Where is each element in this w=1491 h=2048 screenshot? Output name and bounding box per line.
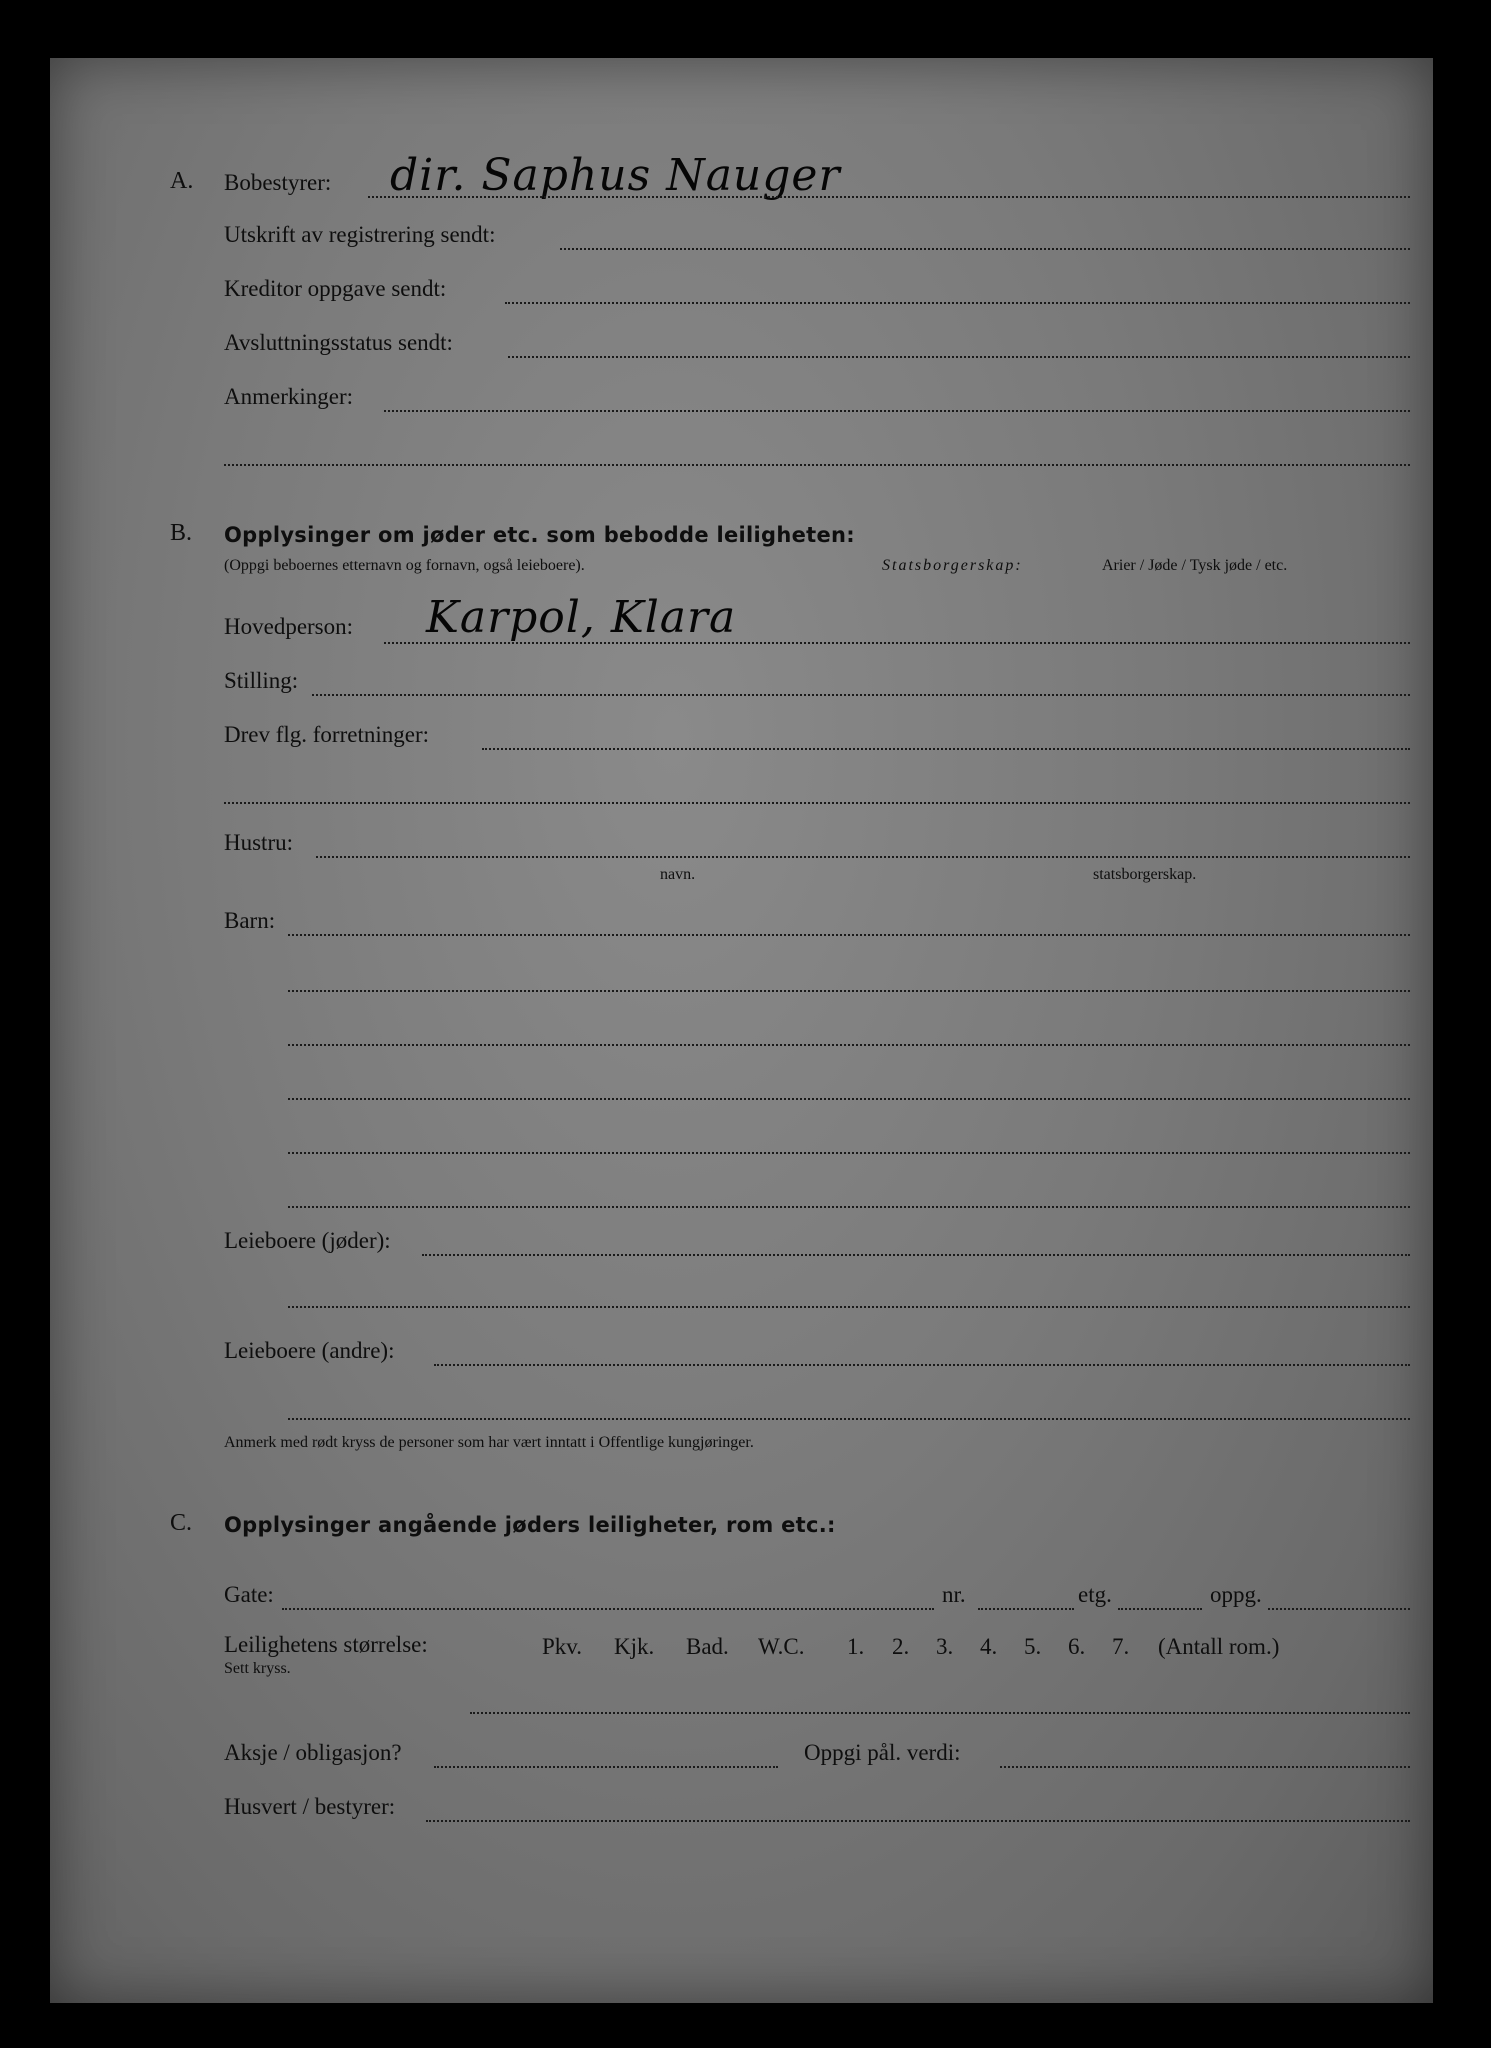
room-option-bad[interactable]: Bad. [686,1634,729,1659]
storrelse-line[interactable] [470,1712,1410,1714]
room-option-4[interactable]: 4. [980,1634,998,1659]
kreditor-line[interactable] [505,302,1410,304]
utskrift-line[interactable] [560,248,1410,250]
storrelse-label: Leilighetens størrelse: [224,1632,428,1657]
section-b-letter: B. [170,520,193,546]
room-option-6[interactable]: 6. [1068,1634,1086,1659]
statsborgerskap-caption: statsborgerskap. [1093,866,1197,883]
section-c-heading: Opplysinger angående jøders leiligheter, rom etc.: [224,1513,836,1537]
room-option-1[interactable]: 1. [847,1634,865,1659]
leieboere-joder-line[interactable] [422,1254,1410,1256]
nr-label: nr. [942,1582,966,1607]
bobestyrer-line [368,196,1410,198]
anmerkinger-line-2[interactable] [224,464,1410,466]
room-option-3[interactable]: 3. [936,1634,954,1659]
barn-label: Barn: [224,908,276,933]
section-a-letter: A. [170,168,194,194]
barn-line-4[interactable] [288,1098,1410,1100]
bobestyrer-label: Bobestyrer: [224,170,332,195]
anmerkinger-line[interactable] [384,410,1410,412]
statsborgerskap-options: Arier / Jøde / Tysk jøde / etc. [1102,557,1288,574]
oppgi-verdi-line[interactable] [1000,1766,1410,1768]
antall-rom: (Antall rom.) [1158,1634,1280,1659]
oppgi-verdi-label: Oppgi pål. verdi: [804,1740,961,1765]
gate-label: Gate: [224,1582,274,1607]
gate-line[interactable] [282,1608,934,1610]
nr-line[interactable] [978,1608,1074,1610]
room-option-wc[interactable]: W.C. [758,1634,805,1659]
aksje-line[interactable] [434,1766,778,1768]
kreditor-label: Kreditor oppgave sendt: [224,276,447,301]
stilling-label: Stilling: [224,668,299,693]
oppg-line[interactable] [1268,1608,1410,1610]
oppg-label: oppg. [1210,1582,1262,1607]
hustru-label: Hustru: [224,830,293,855]
navn-caption: navn. [660,866,696,883]
barn-line-5[interactable] [288,1152,1410,1154]
section-b-subheading: (Oppgi beboernes etternavn og fornavn, også leieboere). [224,557,585,574]
husvert-line[interactable] [426,1820,1410,1822]
hovedperson-line [384,642,1410,644]
barn-line-6[interactable] [288,1206,1410,1208]
section-b-note: Anmerk med rødt kryss de personer som har vært inntatt i Offentlige kungjøringer. [224,1434,754,1451]
stilling-line[interactable] [312,694,1410,696]
drev-line-2[interactable] [224,802,1410,804]
barn-line-2[interactable] [288,990,1410,992]
barn-line-1[interactable] [288,934,1410,936]
room-option-pkv[interactable]: Pkv. [542,1634,583,1659]
form-sheet [50,58,1433,2003]
aksje-label: Aksje / obligasjon? [224,1740,402,1765]
hovedperson-value[interactable]: Karpol, Klara [426,592,737,643]
barn-line-3[interactable] [288,1044,1410,1046]
leieboere-joder-label: Leieboere (jøder): [224,1228,391,1253]
utskrift-label: Utskrift av registrering sendt: [224,222,496,247]
avslutning-line[interactable] [508,356,1410,358]
bobestyrer-value[interactable]: dir. Saphus Nauger [390,150,841,201]
room-option-7[interactable]: 7. [1112,1634,1130,1659]
drev-label: Drev flg. forretninger: [224,722,430,747]
room-option-kjk[interactable]: Kjk. [614,1634,655,1659]
hustru-line[interactable] [316,856,1410,858]
section-c-letter: C. [170,1510,193,1536]
etg-label: etg. [1078,1582,1112,1607]
leieboere-andre-line[interactable] [434,1364,1410,1366]
leieboere-joder-line-2[interactable] [288,1306,1410,1308]
statsborgerskap-label: Statsborgerskap: [882,557,1023,574]
drev-line[interactable] [482,748,1410,750]
etg-line[interactable] [1118,1608,1202,1610]
room-option-5[interactable]: 5. [1024,1634,1042,1659]
leieboere-andre-label: Leieboere (andre): [224,1338,395,1363]
sett-kryss: Sett kryss. [224,1660,291,1677]
room-option-2[interactable]: 2. [892,1634,910,1659]
anmerkinger-label: Anmerkinger: [224,384,354,409]
leieboere-andre-line-2[interactable] [288,1418,1410,1420]
husvert-label: Husvert / bestyrer: [224,1794,396,1819]
avslutning-label: Avsluttningsstatus sendt: [224,330,453,355]
hovedperson-label: Hovedperson: [224,614,354,639]
section-b-heading: Opplysinger om jøder etc. som bebodde leiligheten: [224,523,855,547]
